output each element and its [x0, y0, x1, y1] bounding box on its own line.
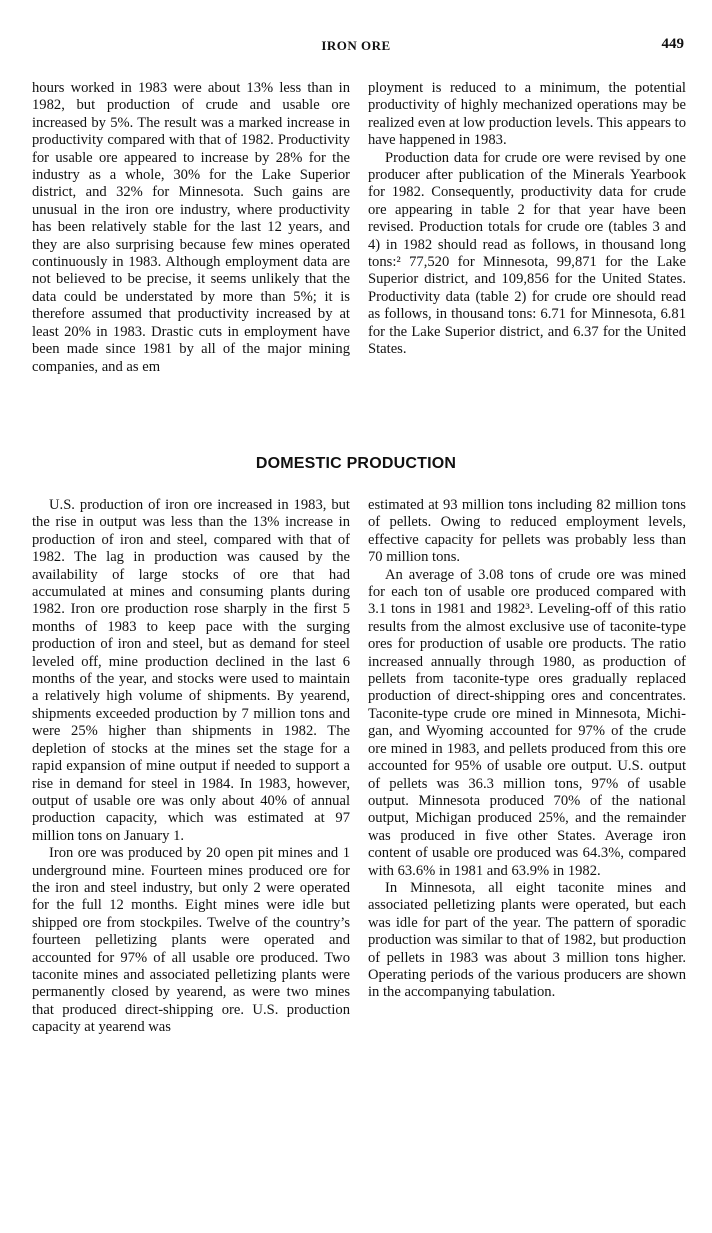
- paragraph: An average of 3.08 tons of crude ore was mined for each ton of usable ore produced compared with 3.1 tons in 1981 and 1982³. Leveling-off of this ratio results from the almost exclusive use of taconite-type ores for production of usable ore products. The ratio increased annually through 1980, as production of pellets from taconite-type ores gradually replaced production of direct-shipping ores and concentrates. Taconite-type crude ore mined in Minnesota, Michigan, and Wyoming accounted for 97% of the crude ore mined in 1983, and pellets produced from this ore accounted for 95% of usable ore output. U.S. output of pellets was 36.3 million tons, 97% of usable output. Minnesota produced 70% of the national output, Michigan produced 25%, and the remainder was produced in five other States. Average iron content of usable ore produced was 64.3%, compared with 63.6% in 1981 and 63.9% in 1982.: [368, 566, 686, 879]
- running-title: IRON ORE: [321, 38, 391, 53]
- top-right-column: [368, 80, 686, 359]
- paragraph: ployment is reduced to a minimum, the potential productivity of highly mechanized operations may be realized even at low production levels. This appears to have happened in 1983.: [368, 80, 686, 149]
- paragraph: estimated at 93 million tons including 82 million tons of pellets. Owing to reduced employment levels, effective capacity for pellets was probably less than 70 million tons.: [368, 497, 686, 566]
- paragraph: Iron ore was produced by 20 open pit mines and 1 underground mine. Fourteen mines produced ore for the iron and steel industry, but only 2 were operated for the full 12 months. Eight mines were idle but shipped ore from stockpiles. Twelve of the country’s fourteen pelletizing plants were operated and accounted for 97% of all usable ore produced. Two taconite mines and associated pelletizing plants were permanently closed by yearend, as were two mines that produced direct-shipping ore. U.S. production capacity at yearend was: [32, 845, 350, 1036]
- page-number: 449: [661, 36, 684, 52]
- paragraph: Production data for crude ore were revised by one producer after publication of the Minerals Yearbook for 1982. Consequently, productivity data for crude ore appearing in table 2 for that year have been revised. Production totals for crude ore (tables 3 and 4) in 1982 should read as follows, in thousand long tons:² 77,520 for Minnesota, 99,871 for the Lake Superior district, and 109,856 for the United States. Productivity data (table 2) for crude ore should read as follows, in thousand tons: 6.71 for Minnesota, 6.81 for the Lake Superior district, and 6.37 for the United States.: [368, 149, 686, 358]
- paragraph: U.S. production of iron ore increased in 1983, but the rise in output was less than the 13% increase in production of iron and steel, compared with that of 1982. The lag in production was caused by the availability of large stocks of ore that had accumulated at mines and consuming plants during 1982. Iron ore production rose sharply in the first 5 months of 1983 to keep pace with the surging production of iron and steel, but as demand for steel leveled off, mine production declined in the last 6 months of the year, and stocks were used to maintain a relatively high volume of shipments. By yearend, shipments exceeded production by 7 million tons and were 25% higher than shipments in 1982. The depletion of stocks at the mines set the stage for a rapid expansion of mine output if needed to support a rise in demand for steel in 1984. In 1983, however, output of usable ore was only about 40% of annual production capacity, which was estimated at 97 million tons on January 1.: [32, 497, 350, 844]
- running-header: [0, 36, 712, 56]
- bottom-right-column: [368, 497, 686, 1002]
- paragraph: In Minnesota, all eight taconite mines and associated pelletizing plants were operated, but each was idle for part of the year. The pattern of sporadic production was similar to that of 1982, but production of pellets in 1983 was about 3 million tons higher. Operating periods of the various producers are shown in the accompanying tabulation.: [368, 879, 686, 1001]
- bottom-left-column: [32, 497, 350, 1037]
- section-heading: DOMESTIC PRODUCTION: [255, 455, 457, 472]
- top-left-column: [32, 80, 350, 376]
- paragraph: hours worked in 1983 were about 13% less than in 1982, but production of crude and usable ore increased by 5%. The result was a marked increase in productivity compared with that of 1982. Productivity for usable ore appeared to increase by 28% for the industry as a whole, 30% for the Lake Superior district, and 32% for Minnesota. Such gains are unusual in the iron ore industry, where productivity has been relatively stable for the last 12 years, and they are also surprising because few mines operated continuously in 1983. Although employment data are not believed to be precise, it seems unlikely that the data could be understated by more than 5%; it is therefore assumed that productivity increased by at least 20% in 1983. Drastic cuts in employment have been made since 1981 by all of the major mining companies, and as em: [32, 80, 350, 375]
